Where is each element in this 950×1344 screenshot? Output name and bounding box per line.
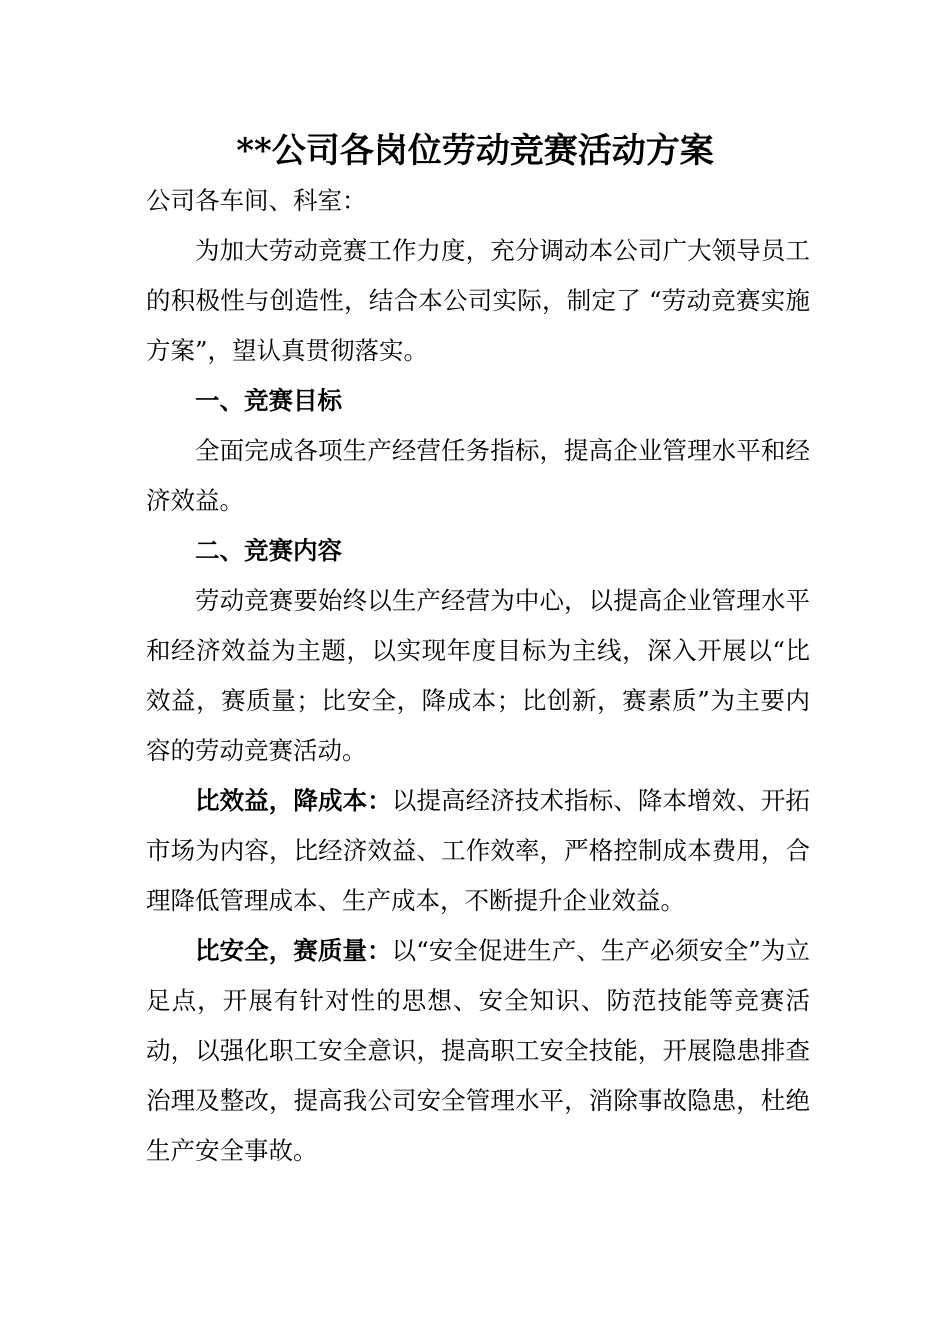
section-heading-goal: 一、竞赛目标	[195, 386, 342, 415]
benefit-cost-lead: 比效益，降成本：	[195, 786, 392, 815]
benefit-cost-text: 以提高经济技术指标、降本增效、开拓市场为内容，比经济效益、工作效率，严格控制成本费用，合理降低管理成本、生产成本，不断提升企业效益。	[146, 786, 811, 915]
goal-paragraph: 全面完成各项生产经营任务指标，提高企业管理水平和经济效益。	[146, 436, 810, 515]
safety-quality-lead: 比安全，赛质量：	[195, 936, 392, 965]
document-title: **公司各岗位劳动竞赛活动方案	[236, 131, 714, 171]
salutation: 公司各车间、科室：	[146, 186, 367, 215]
benefit-cost-paragraph	[146, 776, 810, 926]
intro-paragraph: 为加大劳动竞赛工作力度，充分调动本公司广大领导员工的积极性与创造性，结合本公司实际，制定了 “劳动竞赛实施方案”，望认真贯彻落实。	[146, 236, 810, 365]
document-body	[146, 176, 810, 1176]
section-heading-content: 二、竞赛内容	[195, 536, 342, 565]
content-paragraph: 劳动竞赛要始终以生产经营为中心，以提高企业管理水平和经济效益为主题，以实现年度目标为主线，深入开展以“比效益，赛质量；比安全，降成本；比创新，赛素质”为主要内容的劳动竞赛活动。	[146, 586, 810, 765]
safety-quality-paragraph	[146, 926, 810, 1176]
safety-quality-text: 以“安全促进生产、生产必须安全”为立足点，开展有针对性的思想、安全知识、防范技能等竞赛活动，以强化职工安全意识，提高职工安全技能，开展隐患排查治理及整改，提高我公司安全管理水平，消除事故隐患，杜绝生产安全事故。	[146, 936, 810, 1165]
